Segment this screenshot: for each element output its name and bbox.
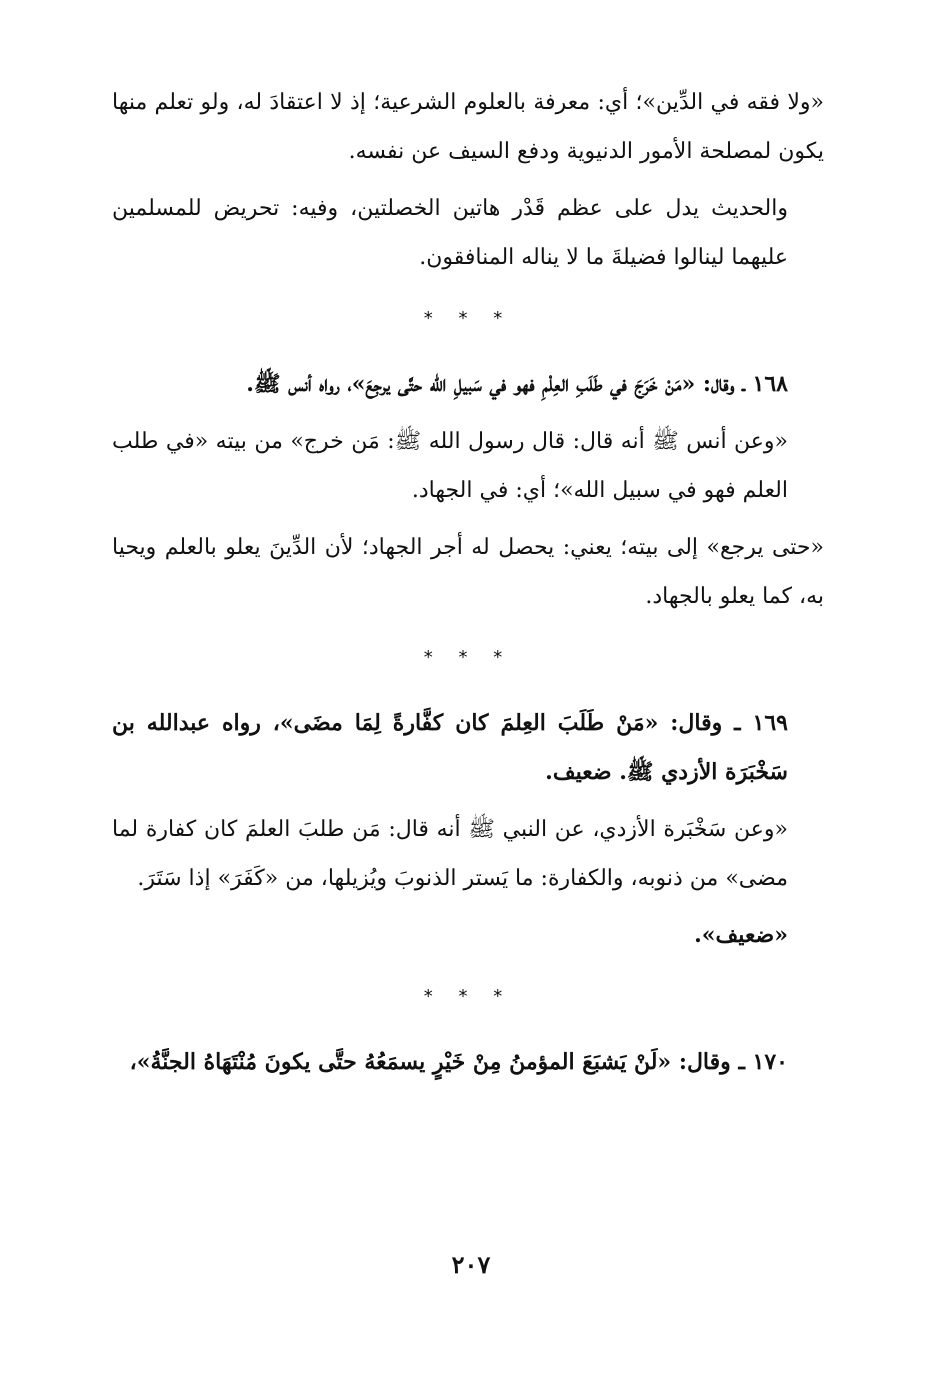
commentary-paragraph: «ولا فقه في الدِّين»؛ أي: معرفة بالعلوم الشرعية؛ إذ لا اعتقادَ له، ولو تعلم منها يكون لمصلحة الأمور الدنيوية ودفع السيف عن نفسه. <box>112 90 824 164</box>
page-number: ٢٠٧ <box>451 1250 491 1279</box>
commentary-paragraph: «وعن أنس ﷺ أنه قال: قال رسول الله ﷺ: مَن خرج» من بيته «في طلب العلم فهو في سبيل الله»؛ أي: في الجهاد. <box>112 429 788 503</box>
section-separator: * * * <box>423 647 513 668</box>
commentary-paragraph: «حتى يرجع» إلى بيته؛ يعني: يحصل له أجر الجهاد؛ لأن الدِّينَ يعلو بالعلم ويحيا به، كما يعلو بالجهاد. <box>112 535 824 609</box>
commentary-paragraph: «وعن سَخْبَرة الأزدي، عن النبي ﷺ أنه قال: مَن طلبَ العلمَ كان كفارة لما مضى» من ذنوبه، والكفارة: ما يَستر الذنوبَ ويُزيلها، من «كَفَرَ» إذا سَتَرَ. <box>112 817 788 891</box>
hadith-169: ١٦٩ ـ وقال: «مَنْ طَلَبَ العِلمَ كان كفَّارةً لِمَا مضَى»، رواه عبدالله بن سَخْبَرَة الأزدي ﷺ. ضعيف. <box>112 710 788 785</box>
commentary-paragraph: والحديث يدل على عظم قَدْر هاتين الخصلتين، وفيه: تحريض للمسلمين عليهما لينالوا فضيلةَ ما لا يناله المنافقون. <box>112 196 788 270</box>
page-body <box>112 78 824 1095</box>
grading-note: «ضعيف». <box>694 922 788 948</box>
hadith-170: ١٧٠ ـ وقال: «لَنْ يَشبَعَ المؤمنُ مِنْ خَيْرٍ يسمَعُهُ حتَّى يكونَ مُنْتَهَاهُ الجنَّةُ»، <box>129 1049 788 1075</box>
section-separator: * * * <box>423 308 513 329</box>
section-separator: * * * <box>423 986 513 1007</box>
hadith-168: ١٦٨ ـ وقال: «مَنْ خَرَجَ في طَلَبِ العِلْمِ فهو في سَبيلِ الله حتَّى يرجِعَ»، رواه أنس ﷺ. <box>246 371 788 397</box>
